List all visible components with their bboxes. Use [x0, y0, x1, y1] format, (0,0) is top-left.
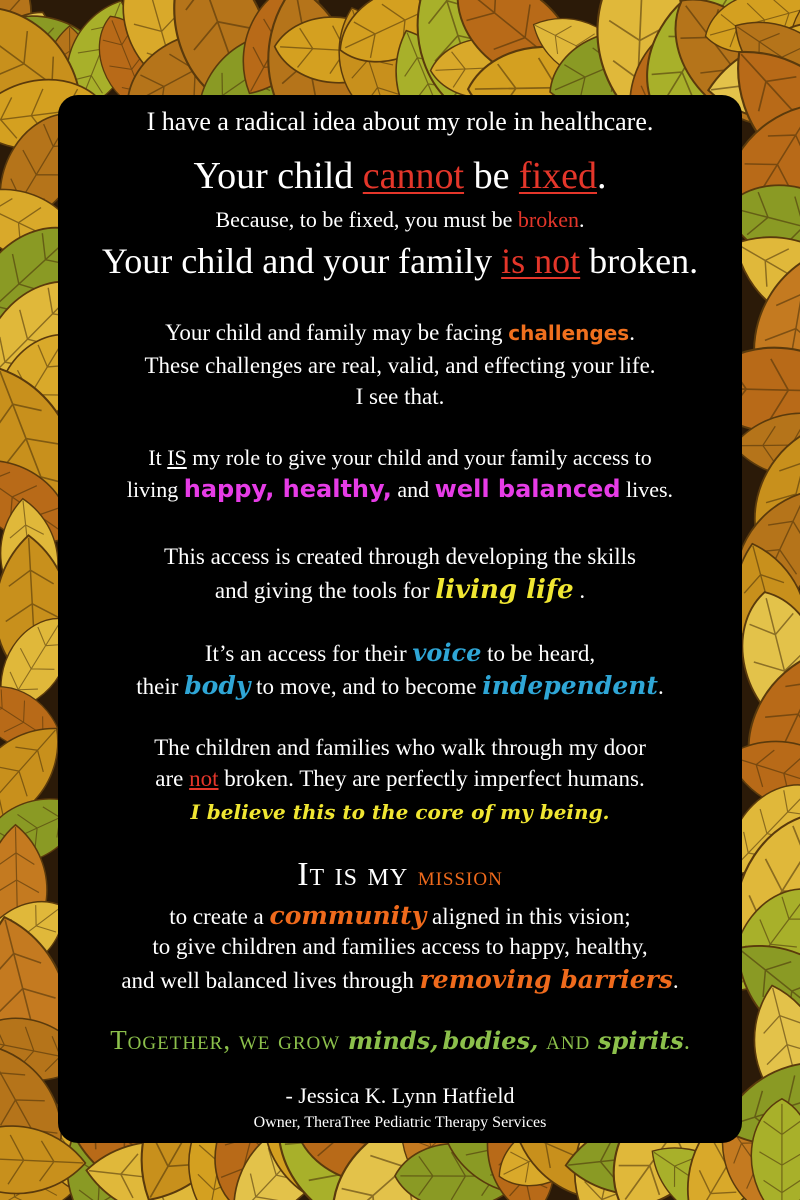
word-fixed: fixed: [518, 155, 598, 197]
body-independent-line: their body to move, and to become independent.: [136, 671, 664, 700]
headline-cannot-be-fixed: Your child cannot be fixed.: [193, 155, 607, 197]
word-community: community: [269, 901, 427, 930]
belief-line: I believe this to the core of my being.: [190, 800, 610, 824]
voice-line: It’s an access for their voice to be heard,: [204, 638, 596, 667]
word-challenges: challenges: [508, 321, 630, 345]
phrase-removing-barriers: removing barriers: [419, 965, 673, 994]
word-spirits: spirits: [598, 1026, 684, 1055]
living-lives-line: living happy, healthy, and well balanced lives.: [126, 475, 674, 503]
word-is-emphasis: IS: [167, 445, 187, 470]
word-not: not: [189, 766, 219, 791]
word-body: body: [184, 671, 251, 700]
challenges-real-line: These challenges are real, valid, and effecting your life.: [144, 353, 656, 378]
mission-heading: It is my mission: [297, 856, 503, 893]
challenges-line: Your child and family may be facing challenges.: [165, 320, 635, 345]
i-see-that-line: I see that.: [355, 384, 445, 409]
phrase-happy-healthy: happy, healthy,: [183, 475, 392, 503]
because-line: Because, to be fixed, you must be broken.: [215, 207, 585, 232]
access-skills-line: This access is created through developing the skills: [163, 544, 637, 569]
word-mission: mission: [417, 861, 503, 891]
word-is-not: is not: [501, 241, 581, 281]
word-minds: minds,: [347, 1026, 439, 1055]
signature-name: - Jessica K. Lynn Hatfield: [285, 1083, 515, 1108]
children-families-line: The children and families who walk through my door: [154, 735, 646, 760]
quote-card: [58, 95, 742, 1143]
word-independent: independent: [482, 671, 658, 700]
signature-title: Owner, TheraTree Pediatric Therapy Services: [253, 1114, 547, 1131]
phrase-living-life: living life: [435, 575, 574, 605]
word-broken: broken: [517, 207, 580, 232]
intro-line: I have a radical idea about my role in healthcare.: [146, 107, 654, 136]
tools-line: and giving the tools for living life .: [214, 575, 586, 605]
community-line: to create a community aligned in this vision;: [169, 901, 631, 930]
word-bodies: bodies,: [442, 1026, 539, 1055]
perfectly-imperfect-line: are not broken. They are perfectly imperfect humans.: [155, 766, 645, 791]
headline-not-broken: Your child and your family is not broken.: [101, 241, 699, 281]
word-cannot: cannot: [362, 155, 465, 197]
word-voice: voice: [412, 638, 482, 667]
removing-barriers-line: and well balanced lives through removing barriers.: [121, 965, 679, 994]
together-line: Together, we grow minds, bodies, and spirits.: [110, 1025, 690, 1055]
role-line: It IS my role to give your child and your family access to: [148, 445, 652, 470]
access-happy-line: to give children and families access to happy, healthy,: [152, 934, 648, 959]
phrase-well-balanced: well balanced: [434, 475, 621, 503]
